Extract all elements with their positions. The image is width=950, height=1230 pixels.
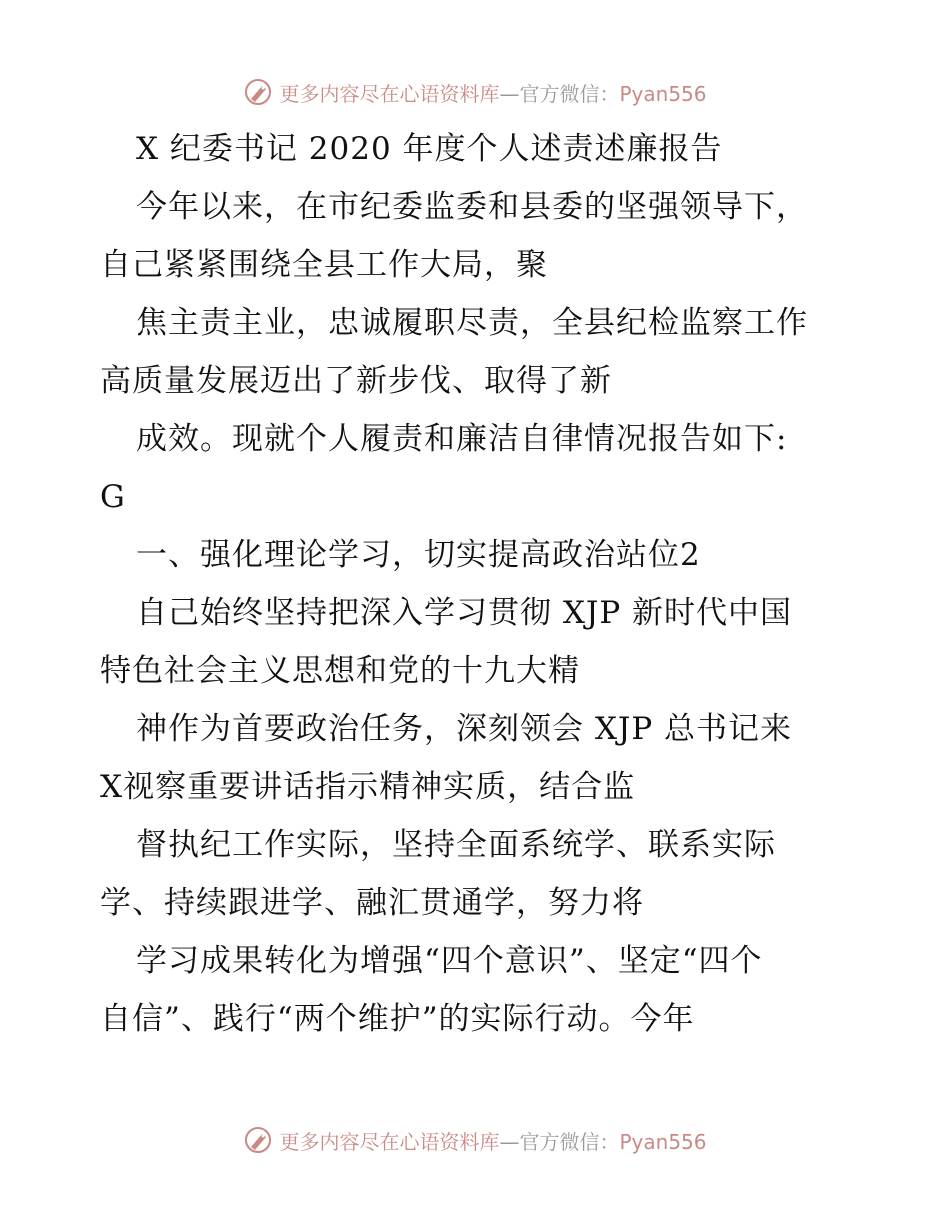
paragraph-line: G: [100, 479, 126, 515]
paragraph-line: 今年以来，在市纪委监委和县委的坚强领导下，: [136, 189, 808, 225]
watermark-text: [279, 1126, 706, 1155]
paragraph-line: 学、持续跟进学、融汇贯通学，努力将: [100, 885, 644, 921]
paragraph-line: 学习成果转化为增强“四个意识”、坚定“四个: [136, 943, 763, 979]
paragraph-line: 自己紧紧围绕全县工作大局，聚: [100, 247, 548, 283]
paragraph-line: 特色社会主义思想和党的十九大精: [100, 653, 580, 689]
document-body: [100, 120, 860, 1048]
paragraph-line: 成效。现就个人履责和廉洁自律情况报告如下:: [136, 421, 788, 457]
paragraph-line: X视察重要讲话指示精神实质，结合监: [100, 769, 636, 805]
paragraph-line: 焦主责主业，忠诚履职尽责，全县纪检监察工作: [136, 305, 808, 341]
document-title: X 纪委书记 2020 年度个人述责述廉报告: [136, 131, 723, 167]
paragraph-line: 自己始终坚持把深入学习贯彻 XJP 新时代中国: [136, 595, 793, 631]
watermark-brand: 更多内容尽在心语资料库: [279, 81, 500, 106]
footer-watermark: [0, 1120, 950, 1160]
paragraph-line: 神作为首要政治任务，深刻领会 XJP 总书记来: [136, 711, 793, 747]
watermark-official: 官方微信：: [519, 81, 620, 106]
pen-nib-logo-icon: [243, 77, 273, 107]
watermark-id: Pyan556: [619, 81, 707, 106]
watermark-separator: —: [499, 1129, 520, 1154]
paragraph-line: 督执纪工作实际，坚持全面系统学、联系实际: [136, 827, 776, 863]
watermark-official: 官方微信：: [519, 1129, 620, 1154]
watermark-brand: 更多内容尽在心语资料库: [279, 1129, 500, 1154]
watermark-text: [279, 78, 706, 107]
watermark-separator: —: [499, 81, 520, 106]
paragraph-line: 高质量发展迈出了新步伐、取得了新: [100, 363, 612, 399]
pen-nib-logo-icon: [243, 1125, 273, 1155]
watermark-id: Pyan556: [619, 1129, 707, 1154]
header-watermark: [0, 72, 950, 112]
section-heading: 一、强化理论学习，切实提高政治站位2: [136, 537, 701, 573]
paragraph-line: 自信”、践行“两个维护”的实际行动。今年: [100, 1001, 695, 1037]
